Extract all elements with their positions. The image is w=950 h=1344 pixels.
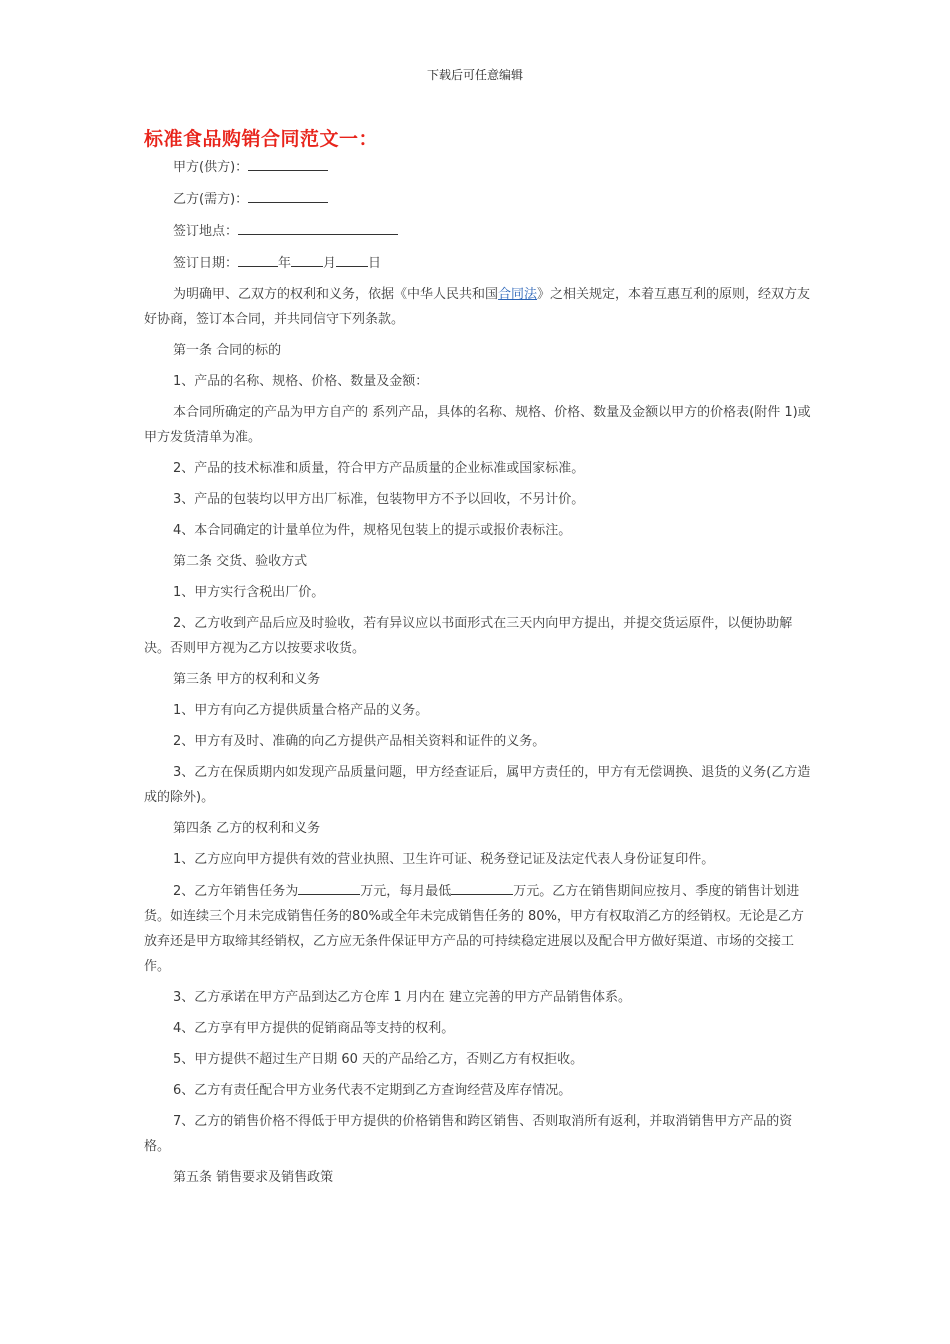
section-heading: 第三条 甲方的权利和义务 xyxy=(173,672,321,687)
party-b-blank[interactable] xyxy=(248,186,328,203)
clause: 3、乙方在保质期内如发现产品质量问题，甲方经查证后，属甲方责任的，甲方有无偿调换、退货的义务(乙方造成的除外)。 xyxy=(144,765,811,805)
clause: 3、产品的包装均以甲方出厂标准，包装物甲方不予以回收，不另计价。 xyxy=(173,492,585,507)
year-label: 年 xyxy=(278,256,292,271)
sales-target-clause xyxy=(144,878,812,979)
clause: 1、产品的名称、规格、价格、数量及金额： xyxy=(173,374,429,389)
date-field xyxy=(144,250,812,276)
contract-body xyxy=(144,154,812,1196)
sales-part3: 万元。乙方在销售期间应按月、季度的销售计划进货。如连续三个月未完成销售任务的80%或全年未完成销售任务的 80%，甲方有权取消乙方的经销权。无论是乙方放弃还是甲方取缔其经销权，乙方应无条件保证甲方产品的可持续稳定进展以及配合甲方做好渠道、市场的交接工作。 xyxy=(144,884,804,974)
date-label: 签订日期： xyxy=(173,256,239,271)
day-blank[interactable] xyxy=(336,250,368,267)
party-a-field xyxy=(144,154,812,180)
party-b-field xyxy=(144,186,812,212)
clause: 3、乙方承诺在甲方产品到达乙方仓库 1 月内在 建立完善的甲方产品销售体系。 xyxy=(173,990,631,1005)
party-b-label: 乙方(需方)： xyxy=(173,192,249,207)
section-heading: 第四条 乙方的权利和义务 xyxy=(173,821,321,836)
clause: 1、乙方应向甲方提供有效的营业执照、卫生许可证、税务登记证及法定代表人身份证复印件。 xyxy=(173,852,715,867)
sales-part1: 2、乙方年销售任务为 xyxy=(173,884,299,899)
section-heading: 第二条 交货、验收方式 xyxy=(173,554,308,569)
clause: 4、本合同确定的计量单位为件，规格见包装上的提示或报价表标注。 xyxy=(173,523,572,538)
contract-law-link[interactable]: 合同法 xyxy=(498,287,538,302)
month-blank[interactable] xyxy=(291,250,323,267)
clause: 1、甲方实行含税出厂价。 xyxy=(173,585,325,600)
intro-before: 为明确甲、乙双方的权利和义务，依据《中华人民共和国 xyxy=(173,287,499,302)
monthly-minimum-blank[interactable] xyxy=(451,878,513,895)
sales-part2: 万元，每月最低 xyxy=(360,884,452,899)
header-note: 下载后可任意编辑 xyxy=(426,68,523,82)
place-blank[interactable] xyxy=(238,218,398,235)
clause: 5、甲方提供不超过生产日期 60 天的产品给乙方，否则乙方有权拒收。 xyxy=(173,1052,584,1067)
party-a-label: 甲方(供方)： xyxy=(173,160,249,175)
day-label: 日 xyxy=(368,256,382,271)
clause: 2、甲方有及时、准确的向乙方提供产品相关资料和证件的义务。 xyxy=(173,734,546,749)
annual-target-blank[interactable] xyxy=(298,878,360,895)
intro-after: 》之相关规定，本着互惠互利的原则，经双方友好协商，签订本合同，并共同信守下列条款。 xyxy=(144,287,811,327)
document-title: 标准食品购销合同范文一： xyxy=(144,128,379,150)
clause: 4、乙方享有甲方提供的促销商品等支持的权利。 xyxy=(173,1021,455,1036)
place-label: 签订地点： xyxy=(173,224,239,239)
intro-paragraph xyxy=(144,282,812,332)
clause: 7、乙方的销售价格不得低于甲方提供的价格销售和跨区销售、否则取消所有返利，并取消销售甲方产品的资格。 xyxy=(144,1114,793,1154)
clause: 2、乙方收到产品后应及时验收，若有异议应以书面形式在三天内向甲方提出，并提交货运原件，以便协助解决。否则甲方视为乙方以按要求收货。 xyxy=(144,616,793,656)
clause: 2、产品的技术标准和质量，符合甲方产品质量的企业标准或国家标准。 xyxy=(173,461,585,476)
section-heading: 第一条 合同的标的 xyxy=(173,343,282,358)
clause: 6、乙方有责任配合甲方业务代表不定期到乙方查询经营及库存情况。 xyxy=(173,1083,572,1098)
month-label: 月 xyxy=(323,256,337,271)
place-field xyxy=(144,218,812,244)
party-a-blank[interactable] xyxy=(248,154,328,171)
section-heading: 第五条 销售要求及销售政策 xyxy=(173,1170,334,1185)
clause: 1、甲方有向乙方提供质量合格产品的义务。 xyxy=(173,703,429,718)
year-blank[interactable] xyxy=(238,250,278,267)
clause: 本合同所确定的产品为甲方自产的 系列产品，具体的名称、规格、价格、数量及金额以甲方的价格表(附件 1)或甲方发货清单为准。 xyxy=(144,405,811,445)
